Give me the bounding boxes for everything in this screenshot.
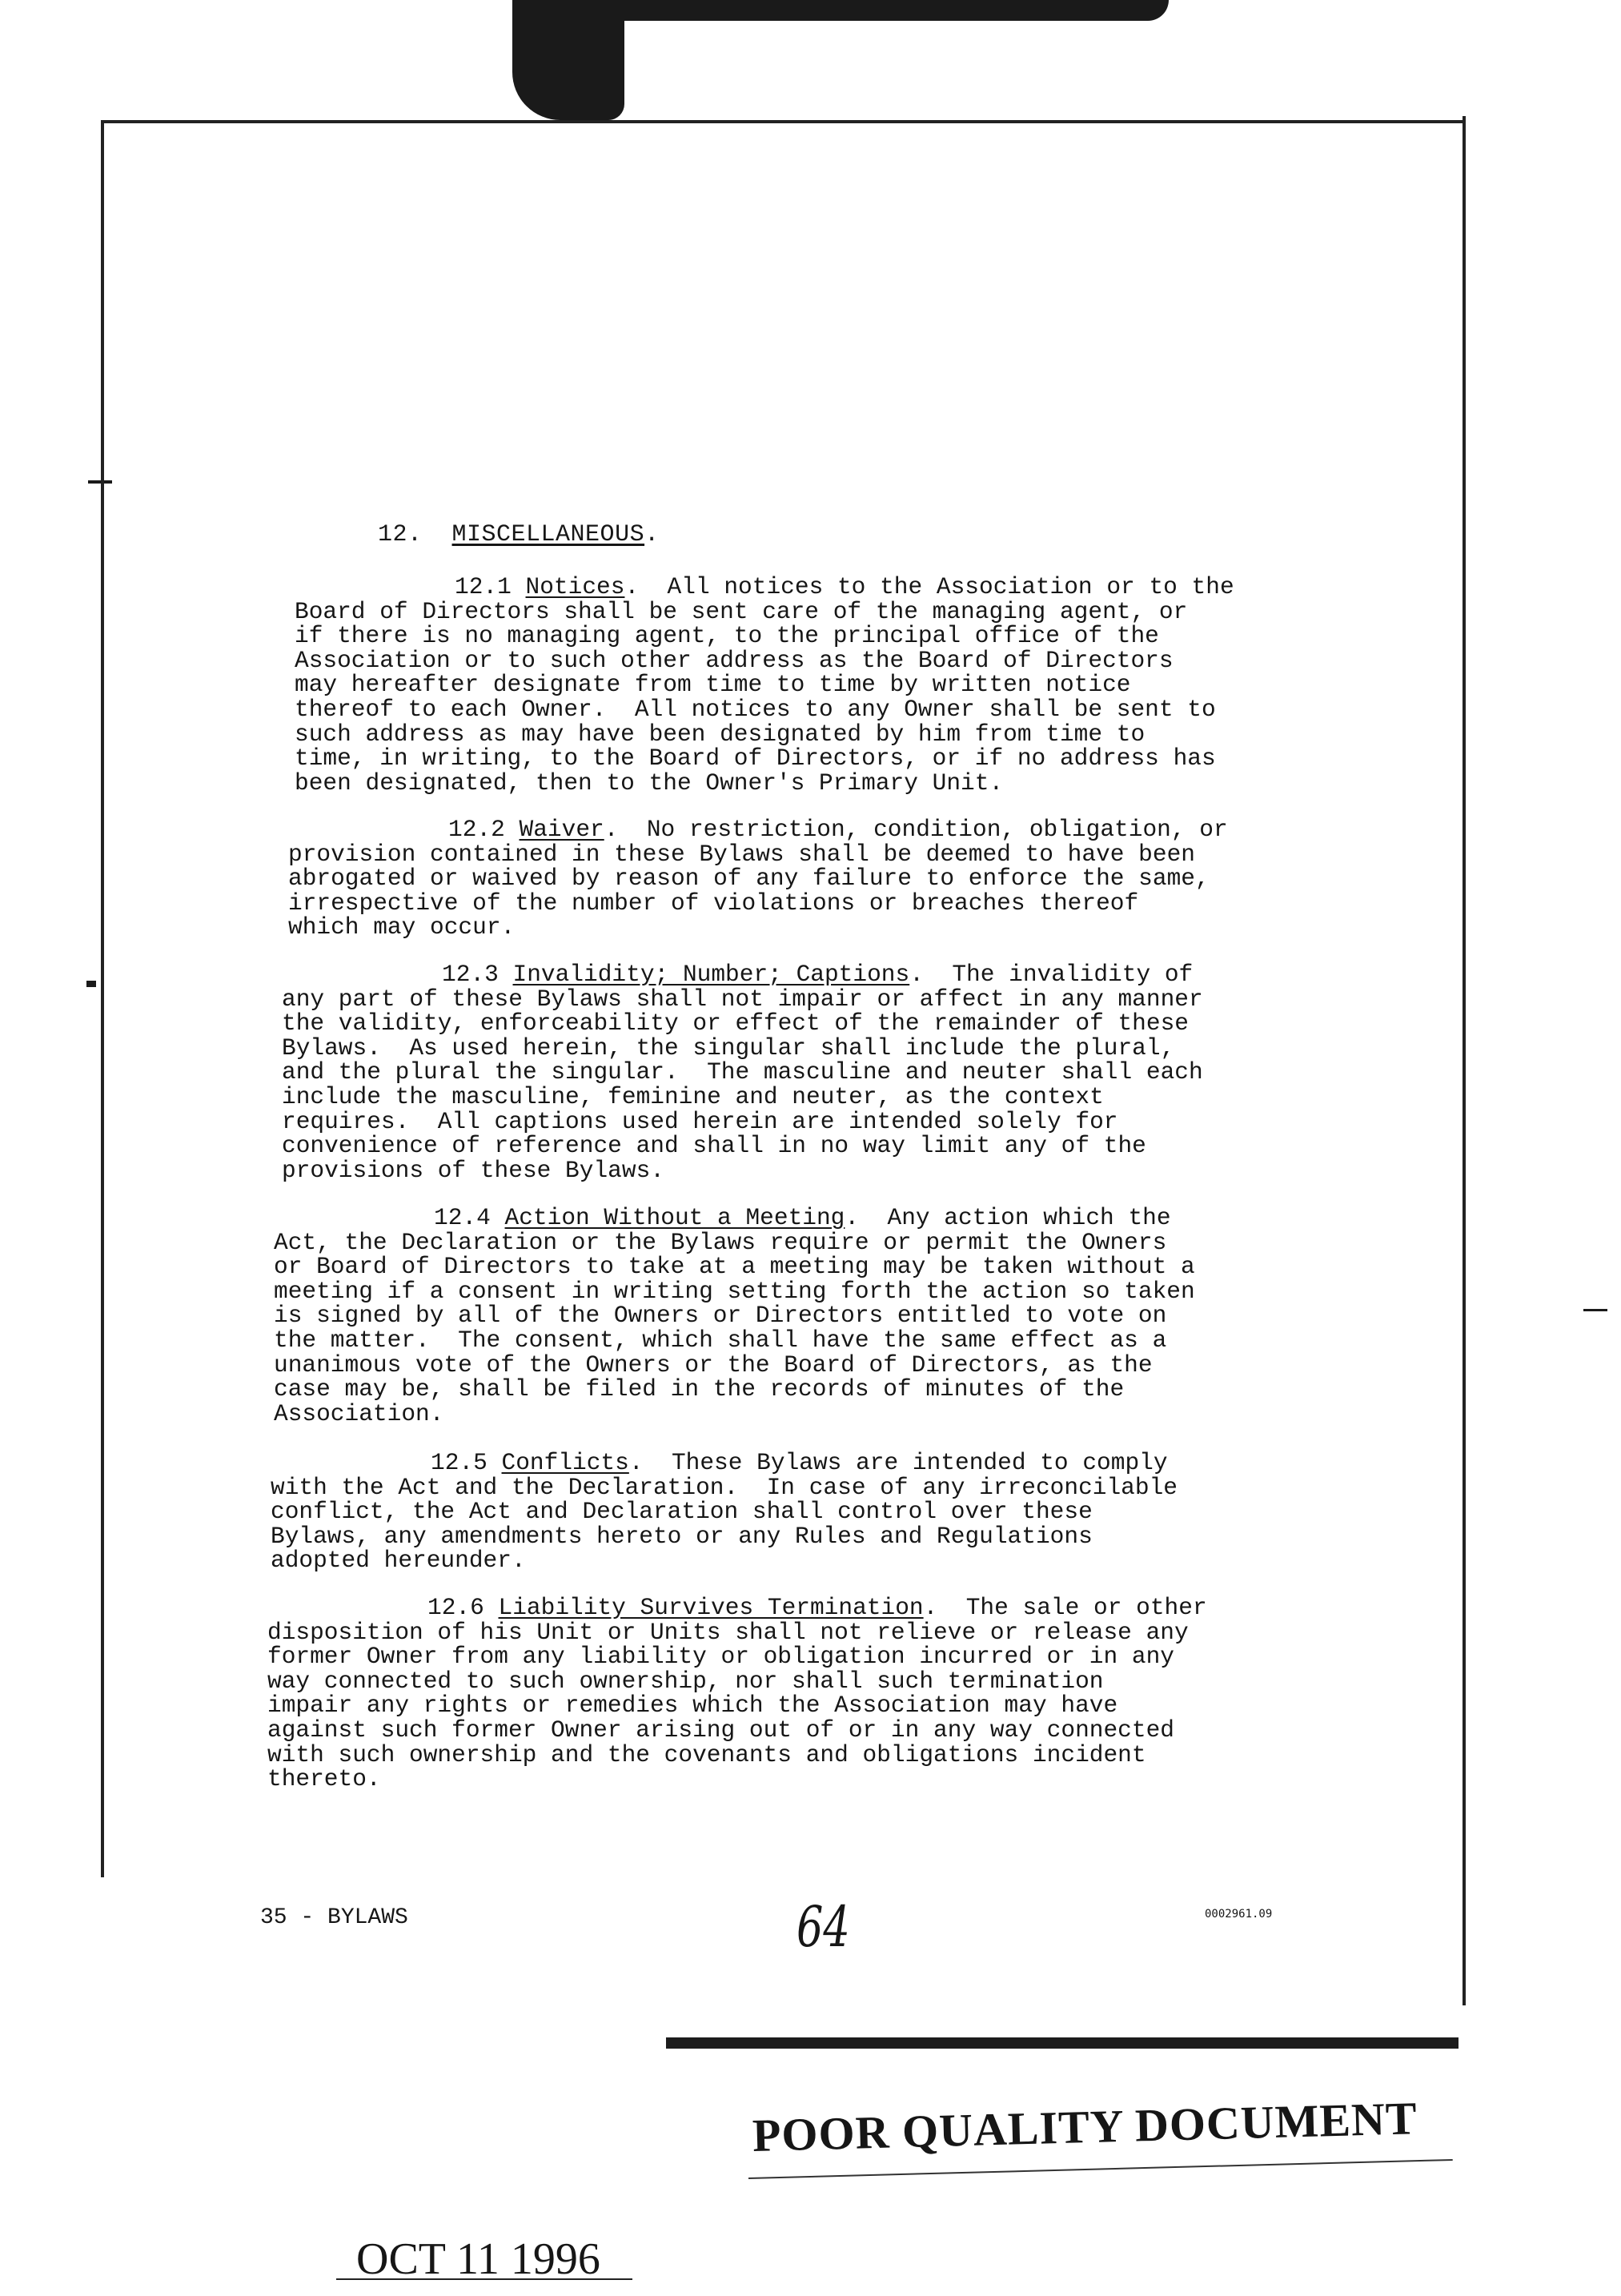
stamp-underline bbox=[748, 2159, 1453, 2179]
paragraph-title: Conflicts bbox=[501, 1449, 629, 1476]
scan-artifact-right-dash bbox=[1583, 1309, 1607, 1311]
paragraph-first-line: No restriction, condition, obligation, or bbox=[646, 816, 1228, 843]
paragraph-action-without-meeting: 12.4 Action Without a Meeting. Any action which the Act, the Declaration or the Bylaws require or permit the Owners or Board of Directors to take at a meeting may be taken without a meeting if a consent in writing setting forth the action so taken is signed by all of the Owners or Directors entitled to vote on the matter. The consent, which shall have the same effect as a unanimous vote of the Owners or the Board of Directors, as the case may be, shall be filed in the records of minutes of the Association. bbox=[274, 1204, 1195, 1427]
paragraph-body: any part of these Bylaws shall not impair or affect in any manner the validity, enforceability or effect of the remainder of these Bylaws. As used herein, the singular shall include the plural, and the plural the singular. The masculine and neuter shall each include the masculine, feminine and neuter, as the context requires. All captions used herein are intended solely for convenience of reference and shall in no way limit any of the provisions of these Bylaws. bbox=[282, 985, 1203, 1184]
paragraph-notices: 12.1 Notices. All notices to the Association or to the Board of Directors shall be sent care of the managing agent, or if there is no managing agent, to the principal office of the Association or to such other address as the Board of Directors may hereafter designate from time to time by written notice thereof to each Owner. All notices to any Owner shall be sent to such address as may have been designated by him from time to time, in writing, to the Board of Directors, or if no address has been designated, then to the Owner's Primary Unit. bbox=[295, 573, 1234, 797]
page-frame-left bbox=[101, 120, 104, 1877]
paragraph-body: provision contained in these Bylaws shall be deemed to have been abrogated or waived by reason of any failure to enforce the same, irrespective of the number of violations or breaches thereof which may occur. bbox=[288, 840, 1210, 941]
document-code: 0002961.09 bbox=[1205, 1908, 1273, 1921]
section-heading: 12. MISCELLANEOUS. bbox=[378, 521, 660, 548]
paragraph-body: Board of Directors shall be sent care of the managing agent, or if there is no managing agent, to the principal office of the Association or to such other address as the Board of Directors may hereafter designate from time to time by written notice thereof to each Owner. All notices to any Owner shall be sent to such address as may have been designated by him from time to time, in writing, to the Board of Directors, or if no address has been designated, then to the Owner's Primary Unit. bbox=[295, 597, 1216, 797]
paragraph-body: Act, the Declaration or the Bylaws require or permit the Owners or Board of Directors to take at a meeting may be taken without a meeting if a consent in writing setting forth the action so taken is signed by all of the Owners or Directors entitled to vote on the matter. The consent, which shall have the same effect as a unanimous vote of the Owners or the Board of Directors, as the case may be, shall be filed in the records of minutes of the Association. bbox=[274, 1228, 1195, 1427]
stamp-top-bar bbox=[666, 2037, 1458, 2049]
page-footer-label: 35 - BYLAWS bbox=[260, 1905, 408, 1930]
paragraph-body: with the Act and the Declaration. In case of any irreconcilable conflict, the Act and Declaration shall control over these Bylaws, any amendments hereto or any Rules and Regulations adopted hereunder. bbox=[271, 1473, 1178, 1575]
paragraph-number: 12.4 bbox=[434, 1204, 491, 1231]
paragraph-title: Invalidity; Number; Captions bbox=[512, 961, 910, 988]
paragraph-body: disposition of his Unit or Units shall not relieve or release any former Owner from any liability or obligation incurred or in any way connected to such ownership, nor shall such termination impair any rights or remedies which the Association may have against such former Owner arising out of or in any way connected with such ownership and the covenants and obligations incident thereto. bbox=[267, 1618, 1189, 1793]
poor-quality-stamp: POOR QUALITY DOCUMENT bbox=[752, 2092, 1418, 2162]
handwritten-page-number: 64 bbox=[796, 1894, 850, 1960]
paragraph-number: 12.2 bbox=[448, 816, 505, 843]
paragraph-number: 12.5 bbox=[431, 1449, 488, 1476]
paragraph-title: Waiver bbox=[519, 816, 604, 843]
paragraph-liability: 12.6 Liability Survives Termination. The sale or other disposition of his Unit or Units shall not relieve or release any former Owner from any liability or obligation incurred or in any way connected to such ownership, nor shall such termination impair any rights or remedies which the Association may have against such former Owner arising out of or in any way connected with such ownership and the covenants and obligations incident thereto. bbox=[267, 1594, 1207, 1793]
paragraph-first-line: These Bylaws are intended to comply bbox=[671, 1449, 1168, 1476]
section-number: 12. bbox=[378, 521, 423, 548]
paragraph-number: 12.1 bbox=[455, 573, 512, 600]
paragraph-first-line: All notices to the Association or to the bbox=[667, 573, 1234, 600]
paragraph-invalidity: 12.3 Invalidity; Number; Captions. The invalidity of any part of these Bylaws shall not impair or affect in any manner the validity, enforceability or effect of the remainder of these Bylaws. As used herein, the singular shall include the plural, and the plural the singular. The masculine and neuter shall each include the masculine, feminine and neuter, as the context requires. All captions used herein are intended solely for convenience of reference and shall in no way limit any of the provisions of these Bylaws. bbox=[282, 961, 1203, 1184]
paragraph-title: Action Without a Meeting bbox=[504, 1204, 845, 1231]
paragraph-first-line: Any action which the bbox=[887, 1204, 1171, 1231]
paragraph-number: 12.3 bbox=[442, 961, 499, 988]
paragraph-first-line: The invalidity of bbox=[952, 961, 1194, 988]
scan-artifact-left-tick bbox=[86, 981, 96, 987]
scan-artifact-left-dash bbox=[88, 480, 112, 484]
page-frame-top bbox=[101, 120, 1466, 123]
paragraph-title: Notices bbox=[525, 573, 625, 600]
paragraph-first-line: The sale or other bbox=[965, 1594, 1207, 1621]
paragraph-waiver: 12.2 Waiver. No restriction, condition, obligation, or provision contained in these Bylaws shall be deemed to have been abrogated or waived by reason of any failure to enforce the same, irrespective of the number of violations or breaches thereof which may occur. bbox=[288, 816, 1228, 941]
page-frame-right bbox=[1463, 116, 1466, 2005]
date-stamp: OCT 11 1996 bbox=[356, 2234, 600, 2284]
date-stamp-line bbox=[336, 2278, 632, 2280]
section-title: MISCELLANEOUS bbox=[451, 521, 645, 548]
paragraph-number: 12.6 bbox=[427, 1594, 484, 1621]
scan-artifact-top-bar bbox=[512, 0, 1169, 21]
paragraph-title: Liability Survives Termination bbox=[498, 1594, 924, 1621]
paragraph-conflicts: 12.5 Conflicts. These Bylaws are intended to comply with the Act and the Declaration. In case of any irreconcilable conflict, the Act and Declaration shall control over these Bylaws, any amendments hereto or any Rules and Regulations adopted hereunder. bbox=[271, 1449, 1178, 1575]
